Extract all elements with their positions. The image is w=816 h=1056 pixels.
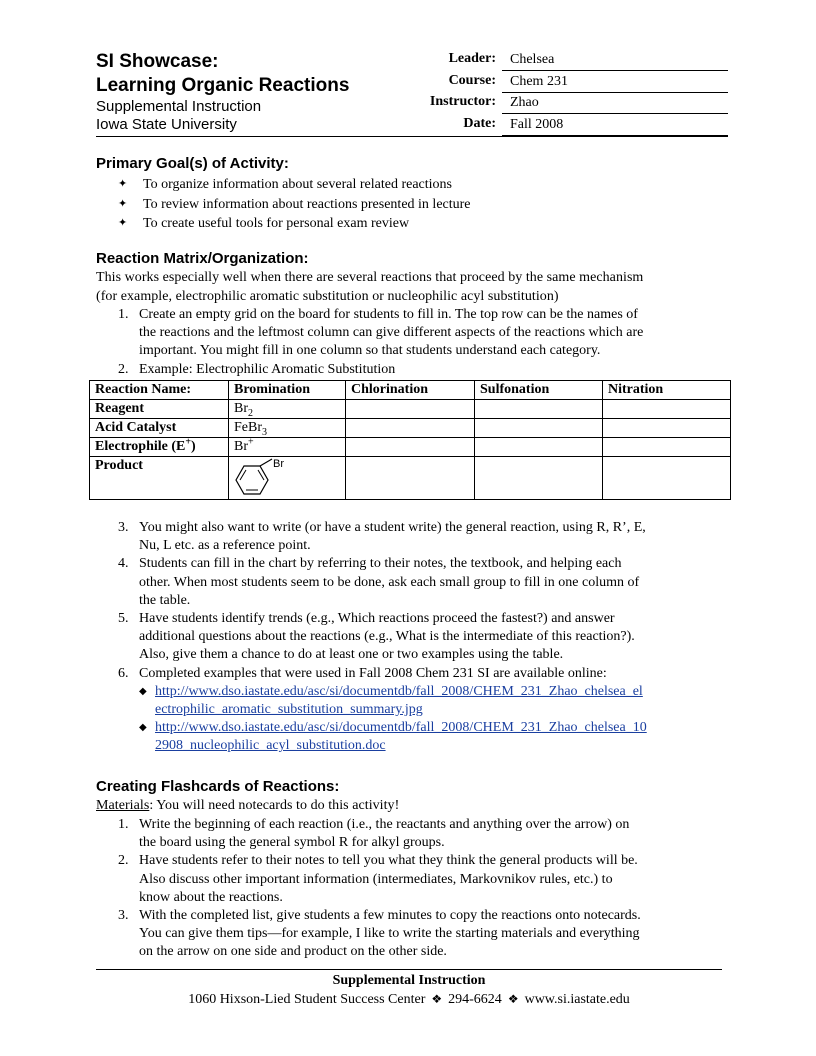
link-line: ectrophilic_aromatic_substitution_summary.jpg (155, 702, 423, 718)
page-footer (96, 972, 722, 1009)
link-line: http://www.dso.iastate.edu/asc/si/documentdb/fall_2008/CHEM_231_Zhao_chelsea_10 (155, 720, 647, 736)
step-line: the board using the general symbol R for alkyl groups. (139, 835, 445, 851)
meta-label: Leader: (448, 51, 496, 66)
header-divider (96, 136, 728, 137)
intro-line: This works especially well when there are several reactions that proceed by the same mechanism (96, 270, 644, 285)
header-title-block (96, 50, 349, 134)
step-text (139, 555, 728, 610)
formula-subscript: 2 (248, 407, 253, 419)
bromine-label: Br (273, 458, 284, 470)
table-cell (475, 400, 603, 419)
table-cell (346, 400, 475, 419)
meta-label: Instructor: (429, 94, 496, 109)
step-line: With the completed list, give students a few minutes to copy the reactions onto notecards. (139, 908, 641, 924)
doc-subtitle-line2: Iowa State University (96, 116, 237, 133)
row-label: Acid Catalyst (90, 419, 229, 438)
step-number: 1. (118, 817, 129, 832)
step-number: 6. (118, 665, 129, 681)
table-row (90, 438, 731, 457)
meta-value: Chelsea (502, 50, 728, 71)
footer-divider (96, 969, 722, 970)
step-line: Have students identify trends (e.g., Which reactions proceed the fastest?) and answer (139, 611, 615, 627)
step-number: 2. (118, 361, 129, 377)
step-text (139, 306, 728, 361)
table-cell (229, 457, 346, 500)
resource-links (139, 683, 728, 756)
table-cell (603, 438, 731, 457)
list-item (118, 610, 728, 665)
step-line: Also discuss other important information (intermediates, Markovnikov rules, etc.) to (139, 871, 613, 887)
step-number: 5. (118, 611, 129, 627)
step-line: You can give them tips—for example, I like to write the starting materials and everything (139, 926, 640, 942)
step-line: Write the beginning of each reaction (i.e., the reactants and anything over the arrow) on (139, 817, 630, 832)
meta-value: Chem 231 (502, 72, 728, 93)
meta-value: Zhao (502, 93, 728, 114)
star-bullet-icon: ✦ (118, 217, 128, 229)
step-line: other. When most students seem to be done, ask each small group to fill in one column of (139, 574, 640, 590)
step-text: Completed examples that were used in Fall 2008 Chem 231 SI are available online: (139, 665, 607, 681)
footer-phone: 294-6624 (448, 992, 502, 1007)
step-line: on the arrow on one side and product on the other side. (139, 944, 447, 960)
doc-subtitle-line1: Supplemental Instruction (96, 98, 262, 115)
link-line: 2908_nucleophilic_acyl_substitution.doc (155, 738, 386, 754)
step-text (139, 816, 728, 852)
resource-link-nas[interactable] (155, 719, 647, 755)
meta-row-course (404, 72, 728, 93)
step-text (139, 907, 728, 962)
meta-label: Course: (448, 73, 496, 88)
step-text: Example: Electrophilic Aromatic Substitution (139, 361, 396, 377)
table-header-row (90, 381, 731, 400)
step-line: know about the reactions. (139, 889, 283, 905)
list-item (118, 214, 471, 234)
meta-row-leader (404, 50, 728, 71)
resource-link-eas[interactable] (155, 683, 643, 719)
table-row (90, 457, 731, 500)
table-header-cell: Sulfonation (475, 381, 603, 400)
list-item (118, 907, 728, 962)
link-line: http://www.dso.iastate.edu/asc/si/documentdb/fall_2008/CHEM_231_Zhao_chelsea_el (155, 683, 643, 699)
table-row (90, 400, 731, 419)
matrix-steps (118, 306, 728, 379)
meta-row-date (404, 115, 728, 136)
formula-base: Br (234, 439, 248, 454)
flashcards-heading: Creating Flashcards of Reactions: (96, 778, 340, 795)
list-item (118, 361, 728, 379)
footer-contact (96, 990, 722, 1009)
meta-value: Fall 2008 (502, 115, 728, 136)
flashcard-steps (118, 816, 728, 962)
materials-label: Materials (96, 798, 150, 813)
step-text (139, 610, 728, 665)
table-header-cell: Bromination (229, 381, 346, 400)
goals-heading: Primary Goal(s) of Activity: (96, 155, 289, 172)
bullet-icon: ◆ (139, 722, 147, 734)
table-cell (603, 457, 731, 500)
step-line: Students can fill in the chart by referring to their notes, the textbook, and helping each (139, 556, 622, 572)
table-cell (603, 419, 731, 438)
step-line: important. You might fill in one column so that students understand each category. (139, 343, 601, 359)
list-item (118, 816, 728, 852)
formula-base: Br (234, 401, 248, 416)
separator-icon: ❖ (507, 992, 519, 1006)
table-cell (475, 438, 603, 457)
document-header (96, 50, 728, 136)
step-number: 2. (118, 853, 129, 869)
step-line: Have students refer to their notes to tell you what they think the general products will be. (139, 853, 638, 869)
table-header-cell: Chlorination (346, 381, 475, 400)
step-number: 4. (118, 556, 129, 572)
step-line: additional questions about the reactions (e.g., What is the intermediate of this reaction?). (139, 629, 635, 645)
table-row (90, 419, 731, 438)
step-line: Also, give them a chance to do at least one or two examples using the table. (139, 647, 564, 663)
list-item (118, 519, 728, 555)
table-cell (346, 438, 475, 457)
table-cell (475, 419, 603, 438)
table-header-cell: Nitration (603, 381, 731, 400)
table-cell (603, 400, 731, 419)
step-number: 1. (118, 307, 129, 322)
meta-label: Date: (463, 116, 496, 131)
list-item (118, 555, 728, 610)
list-item (118, 175, 471, 195)
table-cell (229, 400, 346, 419)
list-item (139, 683, 728, 719)
formula-subscript: 3 (262, 426, 267, 438)
row-label: Product (90, 457, 229, 500)
matrix-heading: Reaction Matrix/Organization: (96, 250, 309, 267)
step-number: 3. (118, 908, 129, 924)
star-bullet-icon: ✦ (118, 178, 128, 190)
label-end: ) (191, 439, 196, 454)
step-line: the table. (139, 592, 191, 608)
doc-title-line2: Learning Organic Reactions (96, 75, 350, 96)
table-cell (229, 438, 346, 457)
doc-title-line1: SI Showcase: (96, 51, 219, 72)
label-superscript: + (185, 436, 192, 448)
table-cell (229, 419, 346, 438)
step-line: Nu, L etc. as a reference point. (139, 538, 311, 554)
list-item (118, 195, 471, 215)
step-line: the reactions and the leftmost column can give different aspects of the reactions which are (139, 325, 644, 341)
matrix-intro (96, 269, 730, 306)
goal-text: To review information about reactions presented in lecture (143, 196, 471, 212)
star-bullet-icon: ✦ (118, 197, 128, 210)
meta-row-instructor (404, 93, 728, 114)
footer-address: 1060 Hixson-Lied Student Success Center (188, 992, 426, 1007)
table-header-cell: Reaction Name: (90, 381, 229, 400)
label-base: Electrophile (E (95, 439, 186, 454)
step-text (139, 519, 728, 555)
footer-website: www.si.iastate.edu (524, 992, 630, 1007)
formula-base: FeBr (234, 420, 262, 435)
table-cell (346, 419, 475, 438)
step-text (139, 852, 728, 907)
bromobenzene-structure (232, 457, 312, 499)
formula-superscript: + (248, 436, 254, 448)
step-line: You might also want to write (or have a student write) the general reaction, using R, R’, E, (139, 520, 646, 535)
table-cell (475, 457, 603, 500)
goal-text: To organize information about several related reactions (143, 177, 452, 192)
reaction-matrix-table (89, 380, 731, 500)
c-br-bond (260, 459, 272, 466)
step-number: 3. (118, 520, 129, 535)
row-label: Reagent (90, 400, 229, 419)
separator-icon: ❖ (431, 992, 443, 1006)
intro-line: (for example, electrophilic aromatic substitution or nucleophilic acyl substitution) (96, 288, 559, 304)
materials-text: : You will need notecards to do this activity! (149, 798, 400, 813)
footer-title: Supplemental Instruction (332, 973, 486, 988)
step-line: Create an empty grid on the board for students to fill in. The top row can be the names of (139, 307, 638, 322)
goal-text: To create useful tools for personal exam review (143, 216, 410, 231)
bullet-icon: ◆ (139, 685, 147, 697)
list-item (139, 719, 728, 755)
matrix-steps-continued (118, 519, 728, 756)
list-item (118, 852, 728, 907)
materials-line (96, 797, 730, 816)
table-cell (346, 457, 475, 500)
row-label (90, 438, 229, 457)
list-item (118, 665, 728, 683)
goals-list (118, 175, 471, 234)
list-item (118, 306, 728, 361)
